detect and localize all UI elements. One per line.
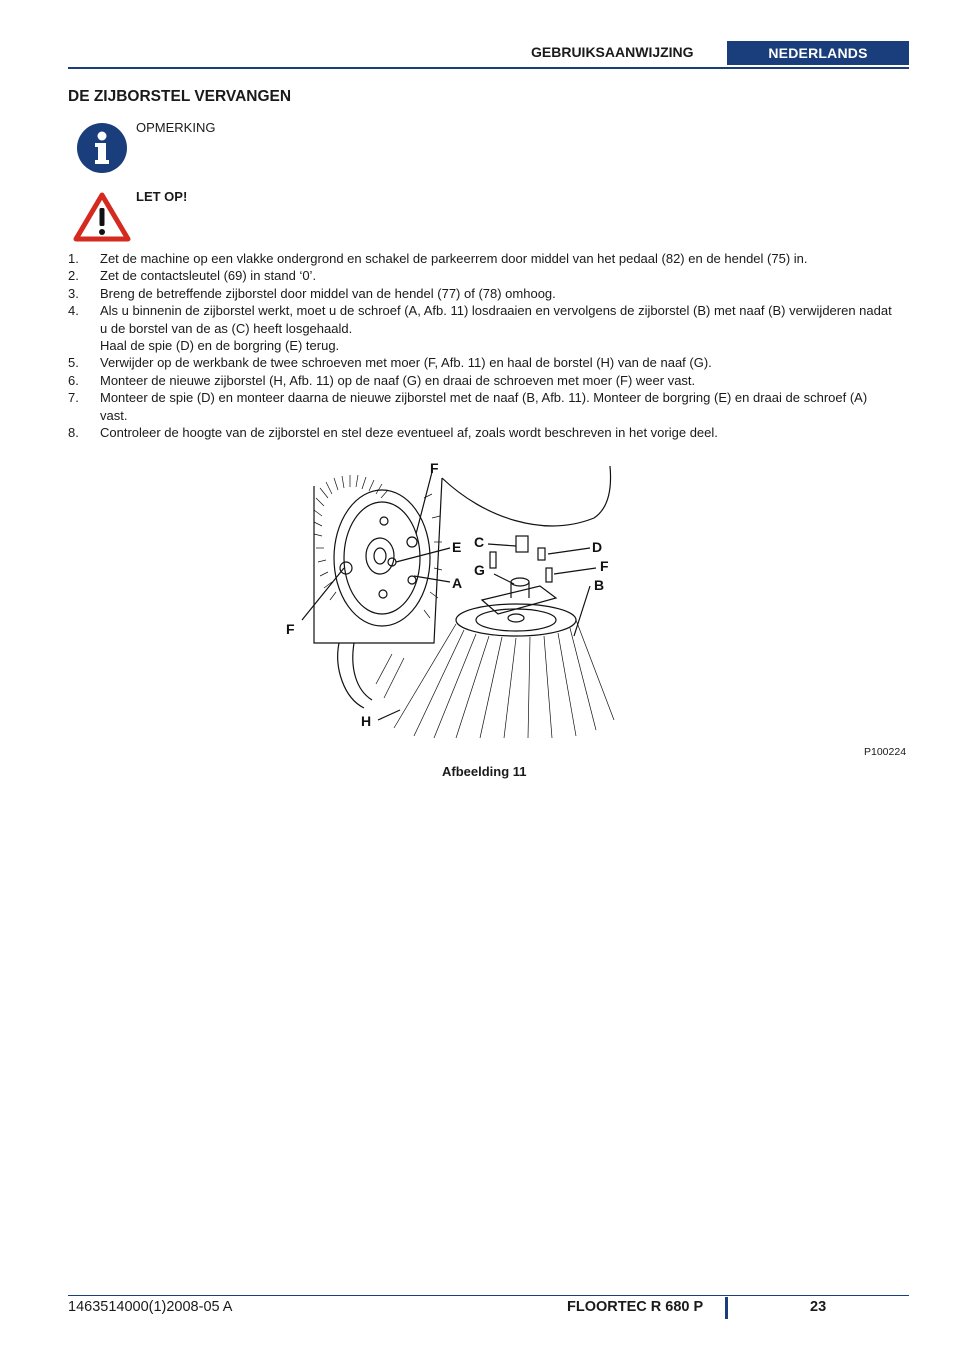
label-f-left: F [286, 621, 295, 637]
info-icon [76, 122, 128, 174]
header-divider [68, 67, 909, 69]
figure-caption: Afbeelding 11 [442, 764, 527, 779]
list-item: 3. Breng de betreffende zijborstel door middel van de hendel (77) of (78) omhoog. [68, 285, 556, 301]
label-c: C [474, 534, 485, 550]
list-item: 5. Verwijder op de werkbank de twee schroeven met moer (F, Afb. 11) en haal de borstel (H) van de naaf (G). [68, 355, 712, 371]
label-h: H [361, 713, 372, 729]
label-e: E [452, 539, 462, 555]
label-b: B [594, 577, 605, 593]
document-code: 1463514000(1)2008-05 A [68, 1299, 233, 1315]
instruction-list [68, 250, 898, 441]
label-f-top: F [430, 460, 439, 476]
footer-divider [68, 1295, 909, 1296]
footer-separator [725, 1297, 728, 1319]
note-label: OPMERKING [136, 120, 216, 135]
list-item: 6. Monteer de nieuwe zijborstel (H, Afb. 11) op de naaf (G) en draai de schroeven met moer (F) weer vast. [68, 372, 696, 388]
header-section-label: GEBRUIKSAANWIJZING [531, 44, 694, 60]
label-a: A [452, 575, 463, 591]
list-item: 4. Als u binnenin de zijborstel werkt, moet u de schroef (A, Afb. 11) losdraaien en vervolgens de zijborstel (B) met naaf (B) verwijderen nadat u de borstel van de as (C) heeft losgehaald. Haal de spie (D) en de borgring (E) terug. [68, 303, 892, 354]
list-item: 1. Zet de machine op een vlakke ondergrond en schakel de parkeerrem door middel van het pedaal (82) en de hendel (75) in. [68, 251, 808, 266]
list-item: 8. Controleer de hoogte van de zijborstel en stel deze eventueel af, zoals wordt beschreven in het vorige deel. [68, 425, 718, 441]
label-d: D [592, 539, 603, 555]
warning-icon [73, 192, 131, 242]
page-title: DE ZIJBORSTEL VERVANGEN [68, 88, 292, 105]
label-g: G [474, 562, 485, 578]
list-item: 7. Monteer de spie (D) en monteer daarna de nieuwe zijborstel met de naaf (B, Afb. 11). Monteer de borgring (E) en draai de schroef (A) vast. [68, 390, 868, 423]
side-brush-diagram [284, 458, 624, 743]
language-badge: NEDERLANDS [727, 41, 909, 65]
page-number: 23 [810, 1299, 827, 1315]
label-f-right: F [600, 558, 609, 574]
warning-label: LET OP! [136, 189, 188, 204]
figure-code: P100224 [864, 746, 907, 758]
list-item: 2. Zet de contactsleutel (69) in stand ‘0’. [68, 268, 317, 284]
model-name: FLOORTEC R 680 P [567, 1299, 704, 1315]
